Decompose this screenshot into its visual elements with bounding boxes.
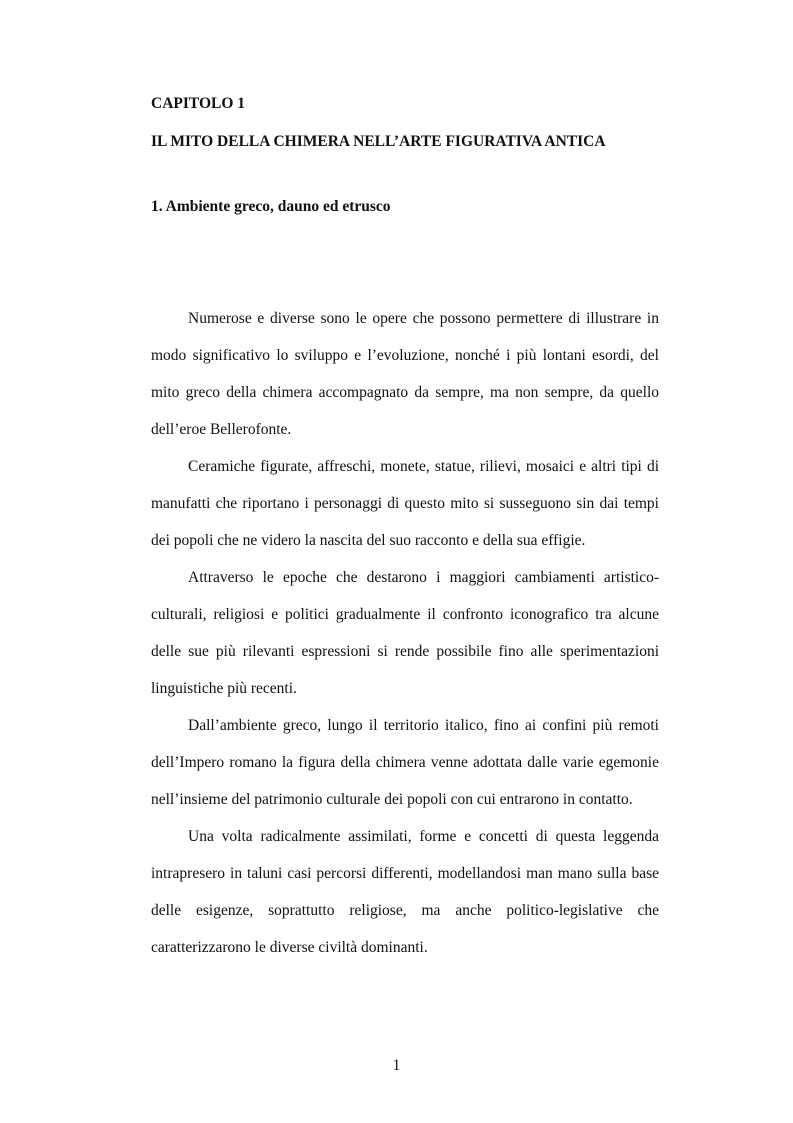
- chapter-label: CAPITOLO 1: [151, 95, 246, 112]
- paragraph: Una volta radicalmente assimilati, forme e concetti di questa leggenda intrapresero in taluni casi percorsi differenti, modellandosi man mano sulla base delle esigenze, soprattutto religiose, ma anche politico-legislative che caratterizzarono le diverse civiltà dominanti.: [151, 828, 659, 956]
- paragraph: Attraverso le epoche che destarono i maggiori cambiamenti artistico-culturali, religiosi e politici gradualmente il confronto iconografico tra alcune delle sue più rilevanti espressioni si rende possibile fino alle sperimentazioni linguistiche più recenti.: [151, 569, 659, 697]
- paragraph: Ceramiche figurate, affreschi, monete, statue, rilievi, mosaici e altri tipi di manufatti che riportano i personaggi di questo mito si susseguono sin dai tempi dei popoli che ne videro la nascita del suo racconto e della sua effigie.: [151, 458, 659, 549]
- chapter-title: IL MITO DELLA CHIMERA NELL’ARTE FIGURATIVA ANTICA: [151, 133, 606, 150]
- page-number: 1: [392, 1057, 401, 1074]
- section-title: 1. Ambiente greco, dauno ed etrusco: [151, 198, 391, 215]
- paragraph: Dall’ambiente greco, lungo il territorio italico, fino ai confini più remoti dell’Impero romano la figura della chimera venne adottata dalle varie egemonie nell’insieme del patrimonio culturale dei popoli con cui entrarono in contatto.: [151, 717, 659, 808]
- paragraph: Numerose e diverse sono le opere che possono permettere di illustrare in modo significativo lo sviluppo e l’evoluzione, nonché i più lontani esordi, del mito greco della chimera accompagnato da sempre, ma non sempre, da quello dell’eroe Bellerofonte.: [151, 310, 659, 438]
- body-text: [151, 300, 659, 966]
